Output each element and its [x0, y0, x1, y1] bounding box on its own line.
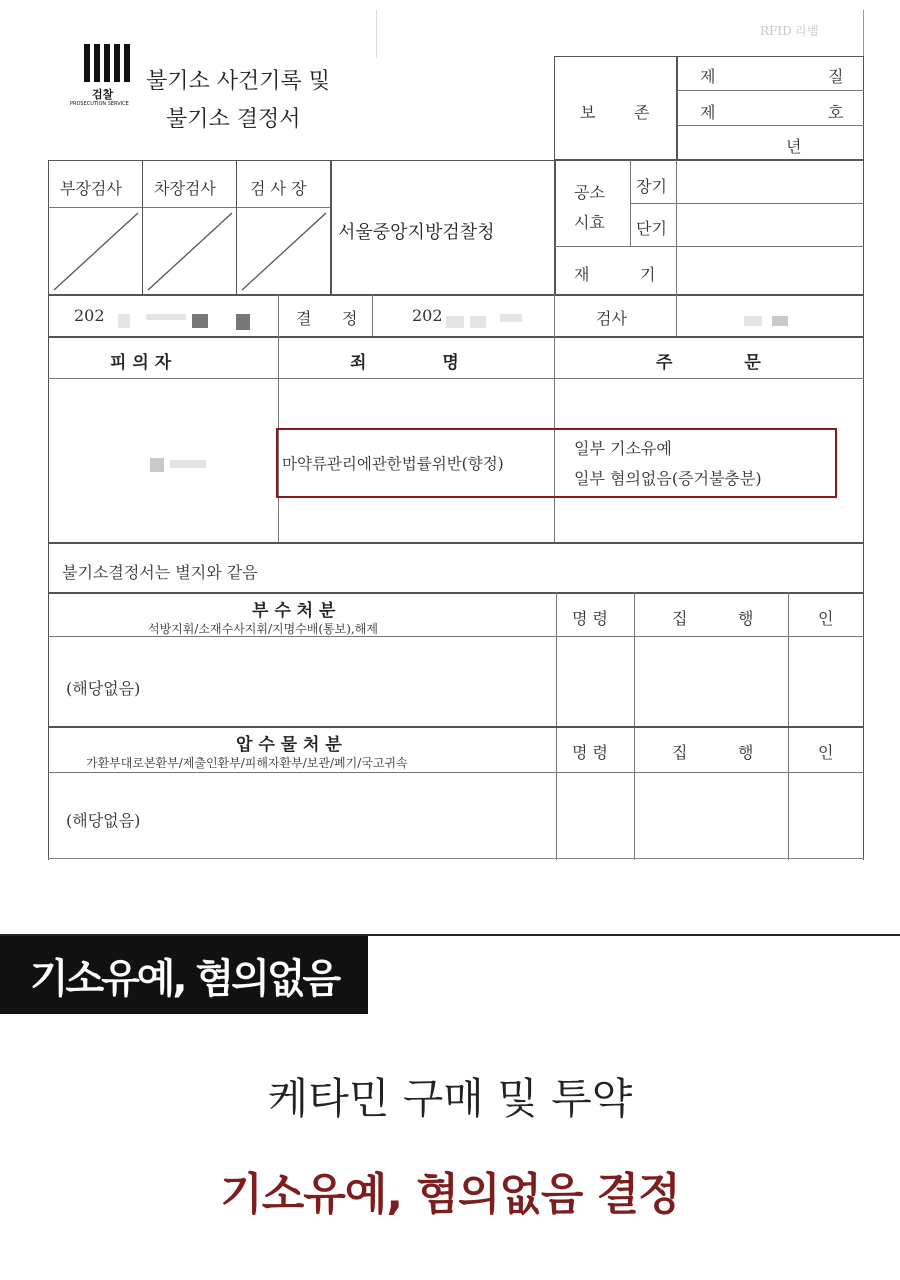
preservation-label-b: 존	[634, 103, 650, 122]
case-number-prefix: 202	[74, 306, 105, 325]
caption-case: 케타민 구매 및 투약	[267, 1074, 633, 1123]
redaction-suspect	[170, 460, 206, 468]
redaction	[744, 316, 762, 326]
logo-subtitle: PROSECUTION SERVICE	[70, 101, 129, 107]
redaction	[470, 316, 486, 328]
doc-title-line1: 불기소 사건기록 및	[146, 69, 331, 94]
note-text: 불기소결정서는 별지와 같음	[62, 563, 258, 582]
re-label-b: 기	[640, 265, 656, 284]
decision-label-a: 결	[296, 309, 312, 328]
signature-slash-marks	[48, 207, 330, 294]
redaction	[446, 316, 464, 328]
approval-label-2: 차장검사	[154, 179, 216, 198]
order-line-2: 일부 혐의없음(증거불충분)	[574, 469, 762, 488]
redaction	[772, 316, 788, 326]
section1-col-3: 행	[738, 609, 754, 628]
logo-name: 검찰	[92, 88, 114, 101]
section1-col-4: 인	[818, 609, 834, 628]
section2-col-4: 인	[818, 743, 834, 762]
statute-label-2: 시효	[574, 213, 605, 232]
section2-body: (해당없음)	[66, 811, 141, 830]
section1-subtitle: 석방지휘/소재수사지휘/지명수배(통보),해제	[148, 622, 378, 636]
section2-title: 압 수 물 처 분	[236, 735, 342, 755]
section2-col-1: 명 령	[572, 743, 608, 762]
statute-long: 장기	[636, 177, 667, 196]
caption-result: 기소유예, 혐의없음 결정	[220, 1169, 680, 1220]
section1-col-1: 명 령	[572, 609, 608, 628]
redaction	[146, 314, 186, 320]
section2-subtitle: 가환부대로본환부/제출인환부/피해자환부/보관/폐기/국고귀속	[86, 756, 408, 770]
office-name: 서울중앙지방검찰청	[338, 222, 495, 243]
preservation-row2-right: 호	[828, 103, 844, 122]
decision-date-prefix: 202	[412, 306, 443, 325]
crime-name: 마약류관리에관한법률위반(향정)	[282, 455, 504, 473]
prosecutor-label: 검사	[596, 309, 627, 328]
section2-col-3: 행	[738, 743, 754, 762]
rfid-label: RFID 라벨	[760, 24, 819, 38]
statute-short: 단기	[636, 219, 667, 238]
redaction	[118, 314, 130, 328]
preservation-row2-left: 제	[700, 103, 716, 122]
highlight-box	[276, 428, 837, 498]
header-suspect: 피 의 자	[110, 353, 172, 373]
header-crime: 죄 명	[350, 353, 459, 373]
section1-title: 부 수 처 분	[252, 601, 336, 621]
doc-title-line2: 불기소 결정서	[166, 107, 301, 132]
section1-body: (해당없음)	[66, 679, 141, 698]
header-order: 주 문	[656, 353, 761, 373]
redaction	[236, 314, 250, 330]
preservation-label-a: 보	[580, 103, 596, 122]
approval-label-1: 부장검사	[60, 179, 122, 198]
approval-label-3: 검 사 장	[250, 179, 307, 198]
re-label-a: 재	[574, 265, 590, 284]
result-badge: 기소유예, 혐의없음	[0, 936, 368, 1014]
decision-label-b: 정	[342, 309, 358, 328]
redaction	[192, 314, 208, 328]
section1-col-2: 집	[672, 609, 688, 628]
redaction	[500, 314, 522, 322]
paper-fold	[376, 10, 377, 58]
preservation-row1-left: 제	[700, 67, 716, 86]
order-line-1: 일부 기소유예	[574, 439, 672, 458]
prosecution-logo-icon	[84, 44, 130, 82]
section2-col-2: 집	[672, 743, 688, 762]
redaction-suspect	[150, 458, 164, 472]
statute-label-1: 공소	[574, 183, 605, 202]
preservation-row3-right: 년	[786, 137, 802, 156]
preservation-row1-right: 질	[828, 67, 844, 86]
